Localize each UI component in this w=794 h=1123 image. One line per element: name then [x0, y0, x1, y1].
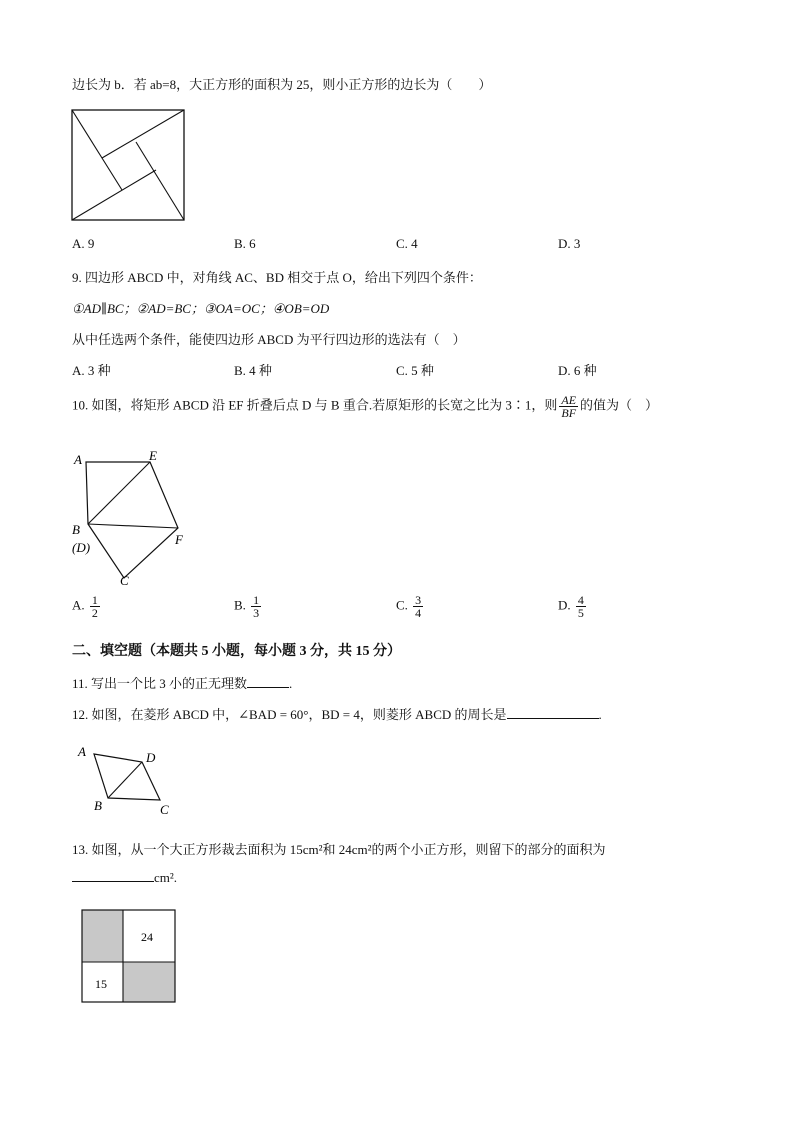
q10-ratio-fraction	[559, 394, 578, 419]
q12-rhombus-figure	[74, 740, 178, 820]
q10-option-a-den: 2	[91, 606, 98, 620]
q9-question: 从中任选两个条件，能使四边形 ABCD 为平行四边形的选法有（ ）	[72, 332, 466, 347]
q11-tail: .	[289, 676, 293, 691]
q10-option-c[interactable]	[396, 594, 425, 619]
q9-stem: 9. 四边形 ABCD 中，对角线 AC、BD 相交于点 O，给出下列四个条件：	[72, 270, 482, 285]
q10-option-a-prefix: A.	[72, 597, 85, 613]
q9-option-a[interactable]: A. 3 种	[72, 363, 111, 378]
q12-tail: .	[598, 707, 602, 722]
q10-option-a[interactable]	[72, 594, 102, 619]
q8-option-b[interactable]: B. 6	[234, 236, 256, 251]
q10-label-d: (D)	[72, 540, 91, 555]
q9-option-b[interactable]: B. 4 种	[234, 363, 272, 378]
q10-option-d-fraction	[576, 594, 586, 619]
q8-text: 边长为 b．若 ab=8，大正方形的面积为 25，则小正方形的边长为（ ）	[72, 77, 492, 92]
q10-stem: 10. 如图，将矩形 ABCD 沿 EF 折叠后点 D 与 B 重合.若原矩形的长宽之比为 3∶1，则	[72, 397, 558, 413]
q8-option-c[interactable]: C. 4	[396, 236, 418, 251]
q12-label-b: B	[94, 798, 102, 813]
q10-option-d-prefix: D.	[558, 597, 571, 613]
q9-option-c[interactable]: C. 5 种	[396, 363, 434, 378]
q10-fold-figure	[66, 444, 196, 590]
q10-option-d-den: 5	[577, 606, 584, 620]
q10-option-b-num: 1	[253, 593, 260, 607]
q13-cell-15: 15	[95, 977, 107, 991]
q10-option-c-fraction	[413, 594, 423, 619]
q13-shaded-top-left	[82, 910, 123, 962]
q8-option-a[interactable]: A. 9	[72, 236, 95, 251]
q13-text: 13. 如图，从一个大正方形裁去面积为 15cm²和 24cm²的两个小正方形，则留下的部分的面积为	[72, 842, 606, 857]
q10-option-a-num: 1	[91, 593, 98, 607]
q10-label-a: A	[74, 452, 82, 467]
q10-tail: 的值为（ ）	[580, 397, 659, 413]
q10-option-c-prefix: C.	[396, 597, 408, 613]
q10-label-f: F	[175, 532, 183, 547]
q10-stem-line	[72, 394, 658, 419]
q10-label-c: C	[120, 573, 129, 588]
q12-label-c: C	[160, 802, 169, 817]
section2-heading: 二、填空题（本题共 5 小题，每小题 3 分，共 15 分）	[72, 644, 401, 659]
q10-label-e: E	[149, 448, 157, 463]
q10-label-b: B	[72, 522, 80, 537]
q10-frac-num: AE	[561, 393, 577, 407]
q10-option-d-num: 4	[577, 593, 584, 607]
q13-shaded-bottom-right	[123, 962, 175, 1002]
q10-option-c-num: 3	[415, 593, 422, 607]
q11-answer-blank[interactable]	[247, 687, 289, 688]
q10-option-b-den: 3	[253, 606, 260, 620]
q13-unit: cm².	[154, 870, 178, 885]
q11-line	[72, 673, 292, 692]
q10-frac-den: BF	[561, 406, 577, 420]
q12-label-d: D	[146, 750, 156, 765]
q10-option-a-fraction	[90, 594, 100, 619]
q8-pinwheel-figure	[70, 108, 188, 222]
q9-option-d[interactable]: D. 6 种	[558, 363, 597, 378]
q10-option-b-fraction	[251, 594, 261, 619]
q11-text: 11. 写出一个比 3 小的正无理数	[72, 676, 248, 691]
q10-option-c-den: 4	[415, 606, 422, 620]
q13-answer-line	[72, 870, 177, 886]
q13-squares-figure	[80, 908, 178, 1004]
q10-option-d[interactable]	[558, 594, 588, 619]
q9-conditions: ①AD∥BC；②AD=BC；③OA=OC；④OB=OD	[72, 301, 330, 316]
q12-label-a: A	[78, 744, 86, 759]
q13-answer-blank[interactable]	[72, 881, 154, 882]
q10-option-b-prefix: B.	[234, 597, 246, 613]
q8-option-d[interactable]: D. 3	[558, 236, 581, 251]
q10-option-b[interactable]	[234, 594, 263, 619]
q12-line	[72, 704, 602, 723]
q12-answer-blank[interactable]	[507, 718, 599, 719]
q12-text: 12. 如图，在菱形 ABCD 中，∠BAD = 60°，BD = 4，则菱形 ABCD 的周长是	[72, 707, 507, 722]
q13-cell-24: 24	[141, 930, 153, 944]
